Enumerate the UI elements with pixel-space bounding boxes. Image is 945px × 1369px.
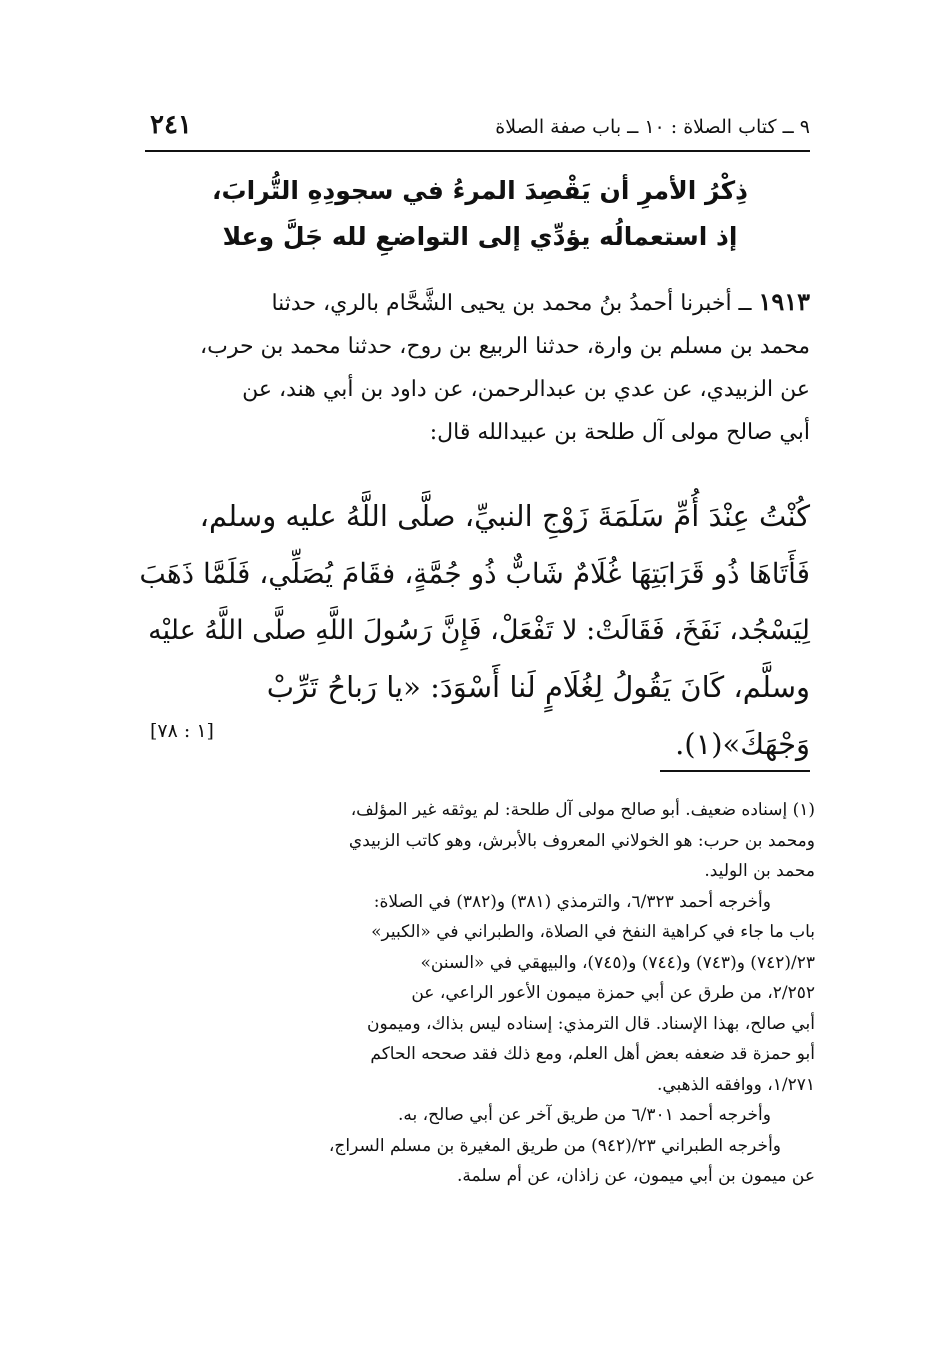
- chapter-heading: [150, 168, 810, 260]
- page-number: ٢٤١: [150, 110, 192, 140]
- header-divider: [145, 150, 810, 152]
- footnote-line-3: محمد بن الوليد.: [704, 861, 815, 881]
- hadith-reference: [١ : ٧٨]: [150, 720, 214, 742]
- footnote-line-10: ١/٢٧١، ووافقه الذهبي.: [656, 1074, 815, 1095]
- footnote-line-12: وأخرجه الطبراني ٢٣/(٩٤٢) من طريق المغيرة بن مسلم السراج،: [328, 1135, 781, 1156]
- footnote-line-4: وأخرجه أحمد ٦/٣٢٣، والترمذي (٣٨١) و(٣٨٢) في الصلاة:: [373, 891, 771, 912]
- footnote-line-2: ومحمد بن حرب: هو الخولاني المعروف بالأبرش، وهو كاتب الزبيدي: [348, 830, 815, 851]
- running-header-title: ٩ ــ كتاب الصلاة : ١٠ ــ باب صفة الصلاة: [495, 116, 810, 138]
- footnote-line-13: عن ميمون بن أبي ميمون، عن زاذان، عن أم سلمة.: [457, 1166, 815, 1186]
- hadith-line-2: محمد بن مسلم بن وارة، حدثنا الربيع بن روح، حدثنا محمد بن حرب،: [200, 334, 810, 359]
- hadith-line-1: [138, 280, 810, 325]
- matn-line-1: كُنْتُ عِنْدَ أُمِّ سَلَمَةَ زَوْجِ النبيِّ، صلَّى اللَّهُ عليه وسلم،: [199, 499, 810, 533]
- hadith-line-3: عن الزبيدي، عن عدي بن عبدالرحمن، عن داود بن أبي هند، عن: [242, 377, 810, 402]
- hadith-isnad: [138, 280, 810, 454]
- footnote-line-1: (١) إسناده ضعيف. أبو صالح مولى آل طلحة: لم يوثقه غير المؤلف،: [350, 800, 815, 820]
- footnote-line-9: أبو حمزة قد ضعفه بعض أهل العلم، ومع ذلك فقد صححه الحاكم: [370, 1044, 815, 1064]
- matn-line-4: وسلَّم، كَانَ يَقُولُ لِغُلَامٍ لَنا أَسْوَدَ: «يا رَباحُ تَرِّبْ: [266, 670, 810, 704]
- matn-line-2: فَأَتَاهَا ذُو قَرَابَتِهَا غُلَامٌ شَابٌّ ذُو جُمَّةٍ، فقَامَ يُصَلِّي، فَلَمَّا ذَهَبَ: [139, 557, 810, 590]
- chapter-heading-line-2: إذ استعمالُه يؤدِّي إلى التواضعِ لله جَلَّ وعلا: [222, 222, 738, 251]
- hadith-line-4: أبي صالح مولى آل طلحة بن عبيدالله قال:: [429, 420, 810, 445]
- running-header: [150, 108, 810, 148]
- footnote-divider: [660, 770, 810, 772]
- footnote-line-5: باب ما جاء في كراهية النفخ في الصلاة، والطبراني في «الكبير»: [371, 922, 815, 942]
- hadith-matn: [138, 488, 810, 773]
- footnote-line-8: أبي صالح، بهذا الإسناد. قال الترمذي: إسناده ليس بذاك، وميمون: [367, 1013, 815, 1034]
- footnote-line-6: ٢٣/(٧٤٢) و(٧٤٣) و(٧٤٤) و(٧٤٥)، والبيهقي في «السنن»: [420, 952, 815, 973]
- matn-line-3: لِيَسْجُد، نَفَخَ، فَقَالَتْ: لا تَفْعَلْ، فَإِنَّ رَسُولَ اللَّهِ صلَّى اللَّهُ عليْه: [148, 615, 810, 646]
- chapter-heading-line-1: ذِكْرُ الأمرِ أن يَقْصِدَ المرءُ في سجودِهِ التُّرابَ،: [212, 176, 748, 205]
- footnote-line-11: وأخرجه أحمد ٦/٣٠١ من طريق آخر عن أبي صالح، به.: [397, 1105, 771, 1125]
- matn-line-5: وَجْهَكَ»(١).: [675, 727, 810, 761]
- hadith-line-1-text: ــ أخبرنا أحمدُ بنُ محمد بن يحيى الشَّحَّام بالري، حدثنا: [271, 291, 752, 316]
- hadith-number: ١٩١٣: [758, 287, 810, 316]
- footnotes: [150, 795, 815, 1192]
- footnote-line-7: ٢/٢٥٢، من طرق عن أبي حمزة ميمون الأعور الراعي، عن: [411, 983, 815, 1003]
